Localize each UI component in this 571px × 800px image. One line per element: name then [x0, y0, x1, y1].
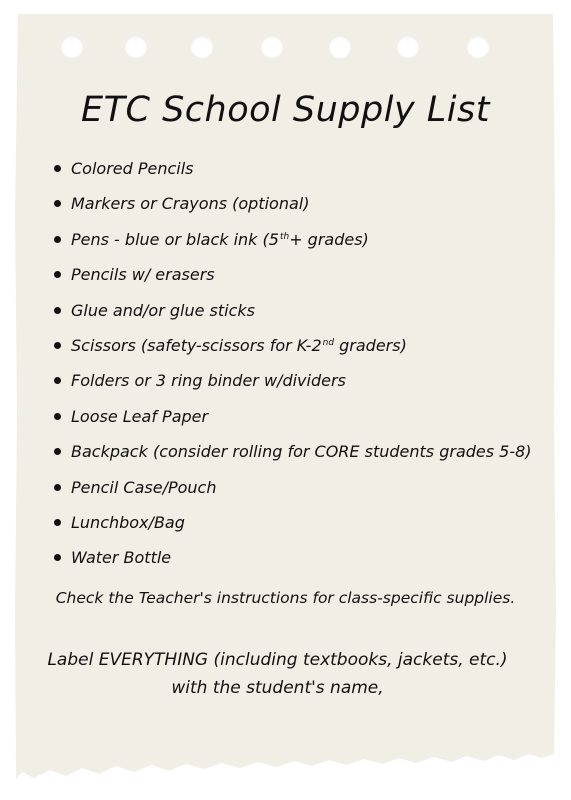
binder-hole [125, 36, 147, 58]
list-item [54, 505, 549, 540]
binder-hole [467, 36, 489, 58]
bullet-icon [54, 519, 61, 526]
item-text: Backpack (consider rolling for CORE students grades 5-8) [71, 442, 532, 462]
binder-hole [191, 36, 213, 58]
list-item [54, 363, 549, 398]
label-instruction-line: Label EVERYTHING (including textbooks, jackets, etc.) [47, 650, 508, 670]
bullet-icon [54, 484, 61, 491]
bullet-icon [54, 307, 61, 314]
notepad-page [14, 14, 557, 786]
list-item [54, 399, 549, 434]
item-text: Scissors (safety-scissors for K-2 [71, 335, 322, 355]
binder-hole [61, 36, 83, 58]
item-text: Water Bottle [71, 548, 172, 568]
ordinal-suffix: th [279, 231, 290, 242]
bullet-icon [54, 377, 61, 384]
bullet-icon [54, 413, 61, 420]
item-text: Colored Pencils [71, 159, 194, 178]
item-text: graders) [334, 335, 407, 355]
item-text: Pencils w/ erasers [71, 265, 215, 285]
list-item [54, 328, 549, 363]
bullet-icon [54, 448, 61, 455]
label-instruction-line: with the student's name, [171, 678, 384, 698]
bullet-icon [54, 200, 61, 207]
list-item [54, 470, 549, 505]
list-item [54, 222, 549, 257]
teacher-note: Check the Teacher's instructions for class-specific supplies. [55, 589, 516, 607]
item-text: Folders or 3 ring binder w/dividers [71, 371, 346, 391]
list-item [54, 186, 549, 221]
ordinal-suffix: nd [322, 337, 335, 348]
binder-hole [329, 36, 351, 58]
bullet-icon [54, 165, 61, 172]
binder-hole [261, 36, 283, 58]
list-item [54, 540, 549, 575]
list-item [54, 257, 549, 292]
bullet-icon [54, 271, 61, 278]
supply-list [54, 151, 549, 576]
bullet-icon [54, 236, 61, 243]
item-text: Pens - blue or black ink (5 [71, 229, 279, 249]
binder-hole [397, 36, 419, 58]
item-text: Pencil Case/Pouch [71, 477, 217, 497]
item-text: Markers or Crayons (optional) [71, 194, 310, 214]
list-item [54, 434, 549, 469]
item-text: Glue and/or glue sticks [71, 300, 255, 320]
list-item [54, 151, 549, 186]
item-text: Lunchbox/Bag [71, 512, 185, 532]
binder-holes [14, 36, 557, 60]
bullet-icon [54, 554, 61, 561]
item-text: Loose Leaf Paper [71, 406, 209, 426]
page-title: ETC School Supply List [81, 90, 490, 130]
item-text: + grades) [289, 229, 369, 249]
list-item [54, 293, 549, 328]
bullet-icon [54, 342, 61, 349]
